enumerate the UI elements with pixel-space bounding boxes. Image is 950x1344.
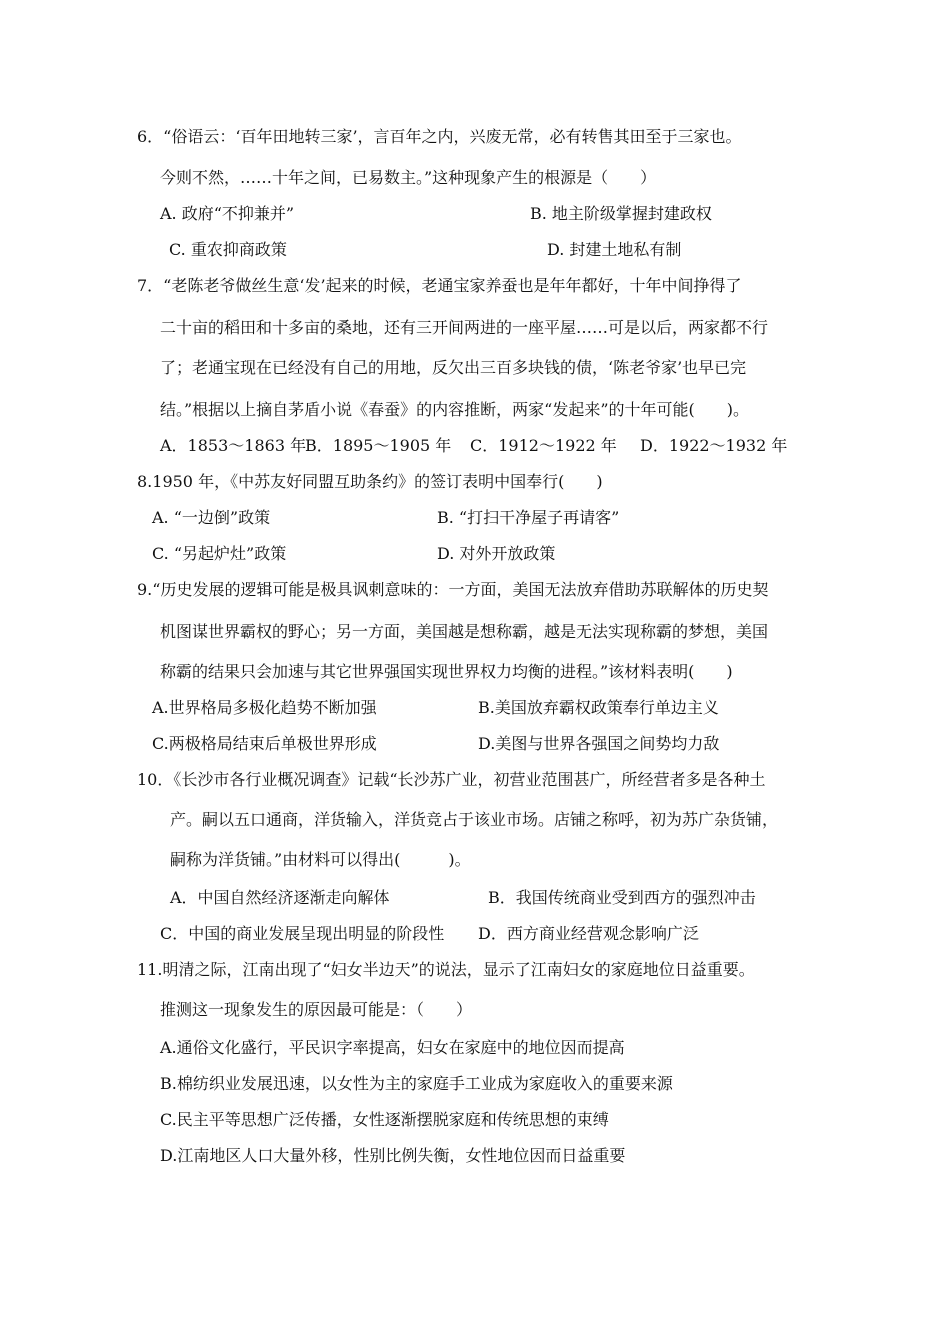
- question-11-option-b: B.棉纺织业发展迅速，以女性为主的家庭手工业成为家庭收入的重要来源: [160, 1074, 673, 1093]
- question-11-line-2: 推测这一现象发生的原因最可能是：（ ）: [160, 1000, 473, 1019]
- question-11-line-1: 11.明清之际，江南出现了“妇女半边天”的说法，显示了江南妇女的家庭地位日益重要。: [137, 960, 755, 979]
- question-6-option-d: D. 封建土地私有制: [547, 240, 682, 259]
- question-10-option-d: D．西方商业经营观念影响广泛: [478, 924, 699, 943]
- question-9-option-c: C.两极格局结束后单极世界形成: [152, 734, 377, 753]
- question-8-option-a: A. “一边倒”政策: [152, 508, 271, 527]
- question-7-line-2: 二十亩的稻田和十多亩的桑地，还有三开间两进的一座平屋……可是以后，两家都不行: [160, 318, 769, 337]
- question-10-line-1: 10．《长沙市各行业概况调查》记载“长沙苏广业，初营业范围甚广，所经营者多是各种土: [137, 770, 766, 789]
- question-8-option-d: D. 对外开放政策: [437, 544, 556, 563]
- question-7-line-4: 结。”根据以上摘自茅盾小说《春蚕》的内容推断，两家“发起来”的十年可能( )。: [160, 400, 750, 419]
- question-6-line-2: 今则不然，……十年之间，已易数主。”这种现象产生的根源是（ ）: [160, 168, 657, 187]
- question-6-option-b: B. 地主阶级掌握封建政权: [530, 204, 712, 223]
- question-9-line-1: 9.“历史发展的逻辑可能是极具讽刺意味的：一方面，美国无法放弃借助苏联解体的历史契: [137, 580, 769, 599]
- question-9-line-3: 称霸的结果只会加速与其它世界强国实现世界权力均衡的进程。”该材料表明( ): [160, 662, 733, 681]
- question-11-option-c: C.民主平等思想广泛传播，女性逐渐摆脱家庭和传统思想的束缚: [160, 1110, 609, 1129]
- question-7-option-d: D．1922～1932 年: [640, 436, 788, 455]
- question-7-option-c: C．1912～1922 年: [470, 436, 617, 455]
- question-6-option-c: C. 重农抑商政策: [169, 240, 287, 259]
- question-11-option-a: A.通俗文化盛行，平民识字率提高，妇女在家庭中的地位因而提高: [160, 1038, 625, 1057]
- question-7-line-3: 了；老通宝现在已经没有自己的用地，反欠出三百多块钱的债，‘陈老爷家’也早已完: [160, 358, 747, 377]
- question-8-option-c: C. “另起炉灶”政策: [152, 544, 287, 563]
- question-8-option-b: B. “打扫干净屋子再请客”: [437, 508, 620, 527]
- question-8-line-1: 8.1950 年，《中苏友好同盟互助条约》的签订表明中国奉行( ): [137, 472, 603, 491]
- question-10-option-a: A．中国自然经济逐渐走向解体: [170, 888, 390, 907]
- question-9-line-2: 机图谋世界霸权的野心；另一方面，美国越是想称霸，越是无法实现称霸的梦想，美国: [160, 622, 769, 641]
- question-11-option-d: D.江南地区人口大量外移，性别比例失衡，女性地位因而日益重要: [160, 1146, 626, 1165]
- question-10-line-3: 嗣称为洋货铺。”由材料可以得出( )。: [170, 850, 471, 869]
- question-10-option-c: C．中国的商业发展呈现出明显的阶段性: [160, 924, 445, 943]
- question-7-option-a: A．1853～1863 年: [160, 436, 307, 455]
- question-7-option-b: B．1895～1905 年: [305, 436, 452, 455]
- question-10-option-b: B．我国传统商业受到西方的强烈冲击: [488, 888, 756, 907]
- question-6-option-a: A. 政府“不抑兼并”: [160, 204, 295, 223]
- question-10-line-2: 产。嗣以五口通商，洋货输入，洋货竞占于该业市场。店铺之称呼，初为苏广杂货铺，: [170, 810, 779, 829]
- question-9-option-b: B.美国放弃霸权政策奉行单边主义: [478, 698, 719, 717]
- question-9-option-d: D.美图与世界各强国之间势均力敌: [478, 734, 720, 753]
- question-9-option-a: A.世界格局多极化趋势不断加强: [152, 698, 377, 717]
- question-6-line-1: 6．“俗语云：‘百年田地转三家’，言百年之内，兴废无常，必有转售其田至于三家也。: [137, 127, 742, 146]
- question-7-line-1: 7．“老陈老爷做丝生意‘发’起来的时候，老通宝家养蚕也是年年都好，十年中间挣得了: [137, 276, 742, 295]
